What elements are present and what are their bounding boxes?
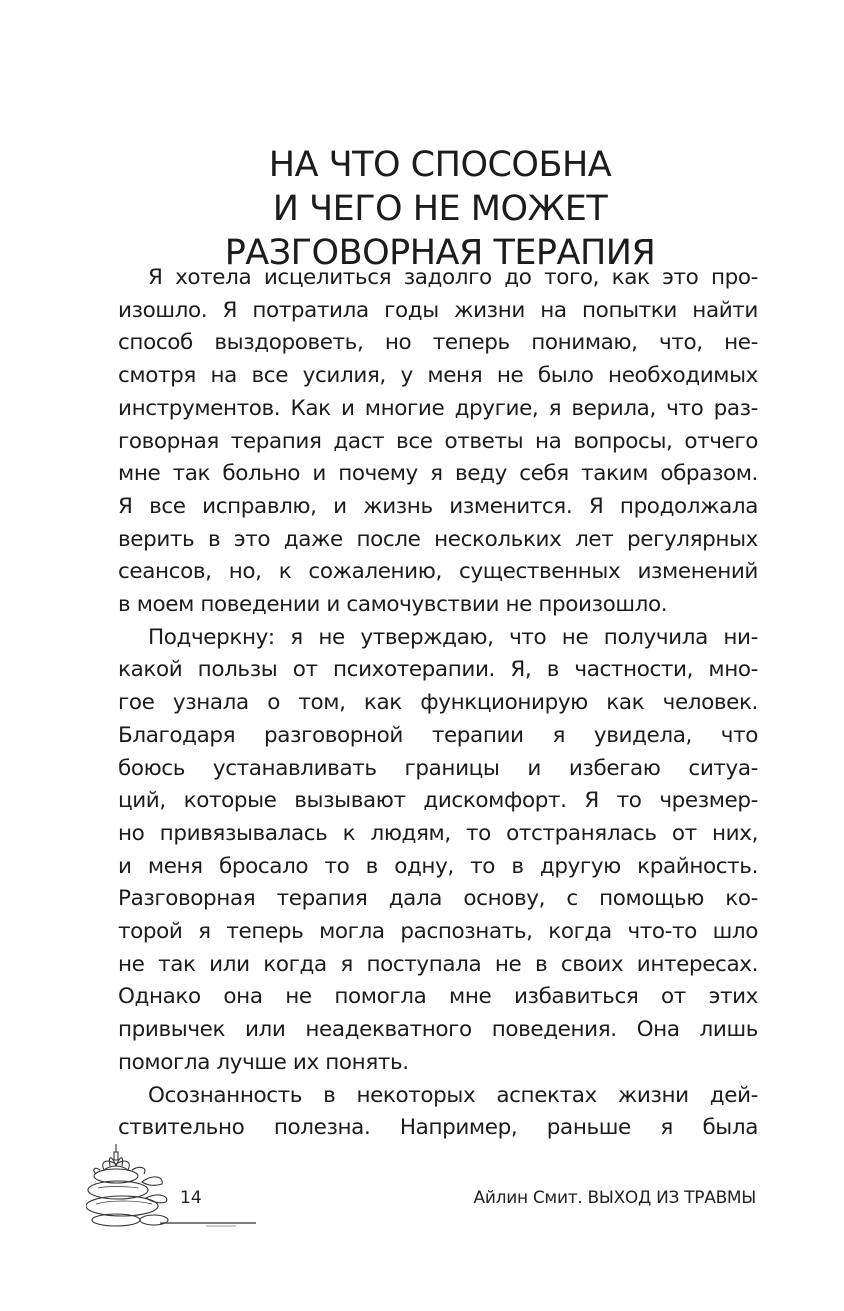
text-line: сеансов, но, к сожалению, существенных изменений [118,559,758,585]
page-footer [0,1140,844,1230]
text-line: Однако она не помогла мне избавиться от этих [118,984,758,1010]
text-line: в моем поведении и самочувствии не произошло. [118,592,668,618]
page-number: 14 [180,1188,202,1208]
text-line: не так или когда я поступала не в своих интересах. [118,951,758,977]
text-line: гое узнала о том, как функционирую как человек. [118,690,758,716]
text-line: Осознанность в некоторых аспектах жизни дей- [148,1082,758,1108]
text-line: говорная терапия даст все ответы на вопросы, отчего [118,428,758,454]
text-line: мне так больно и почему я веду себя таким образом. [118,461,758,487]
text-line: и меня бросало то в одну, то в другую крайность. [118,853,758,879]
text-line: Я хотела исцелиться задолго до того, как это про- [148,265,758,290]
chapter-title-line: НА ЧТО СПОСОБНА [268,145,612,186]
paragraph [118,622,758,1080]
text-line: изошло. Я потратила годы жизни на попытки найти [118,297,758,323]
chapter-title-line: И ЧЕГО НЕ МОЖЕТ [272,189,608,230]
text-line: ствительно полезна. Например, раньше я была [118,1115,758,1141]
text-line: смотря на все усилия, у меня не было необходимых [118,363,758,389]
running-title: Айлин Смит. ВЫХОД ИЗ ТРАВМЫ [473,1188,756,1208]
text-line: Я все исправлю, и жизнь изменится. Я продолжала [118,493,758,519]
text-line: но привязывалась к людям, то отстранялась от них, [118,820,758,846]
text-line: какой пользы от психотерапии. Я, в частности, мно- [118,657,758,683]
text-line: Благодаря разговорной терапии я увидела, что [118,722,758,748]
text-line: торой я теперь могла распознать, когда что-то шло [118,919,758,945]
stacked-stones-lotus-icon [86,1140,261,1230]
text-line: верить в это даже после нескольких лет регулярных [118,526,758,552]
paragraph [118,1080,758,1145]
text-line: способ выздороветь, но теперь понимаю, что, не- [118,330,758,356]
paragraph [118,262,758,622]
body-text [118,262,758,1145]
chapter-title [100,143,780,275]
text-line: Подчеркну: я не утверждаю, что не получила ни- [148,624,758,650]
text-line: привычек или неадекватного поведения. Она лишь [118,1017,758,1043]
text-line: Разговорная терапия дала основу, с помощью ко- [118,886,758,912]
text-line: боюсь устанавливать границы и избегаю ситуа- [118,755,758,781]
text-line: помогла лучше их понять. [118,1049,409,1075]
chapter-title-line: РАЗГОВОРНАЯ ТЕРАПИЯ [224,233,656,274]
text-line: инструментов. Как и многие другие, я верила, что раз- [118,395,758,421]
text-line: ций, которые вызывают дискомфорт. Я то чрезмер- [118,788,758,814]
